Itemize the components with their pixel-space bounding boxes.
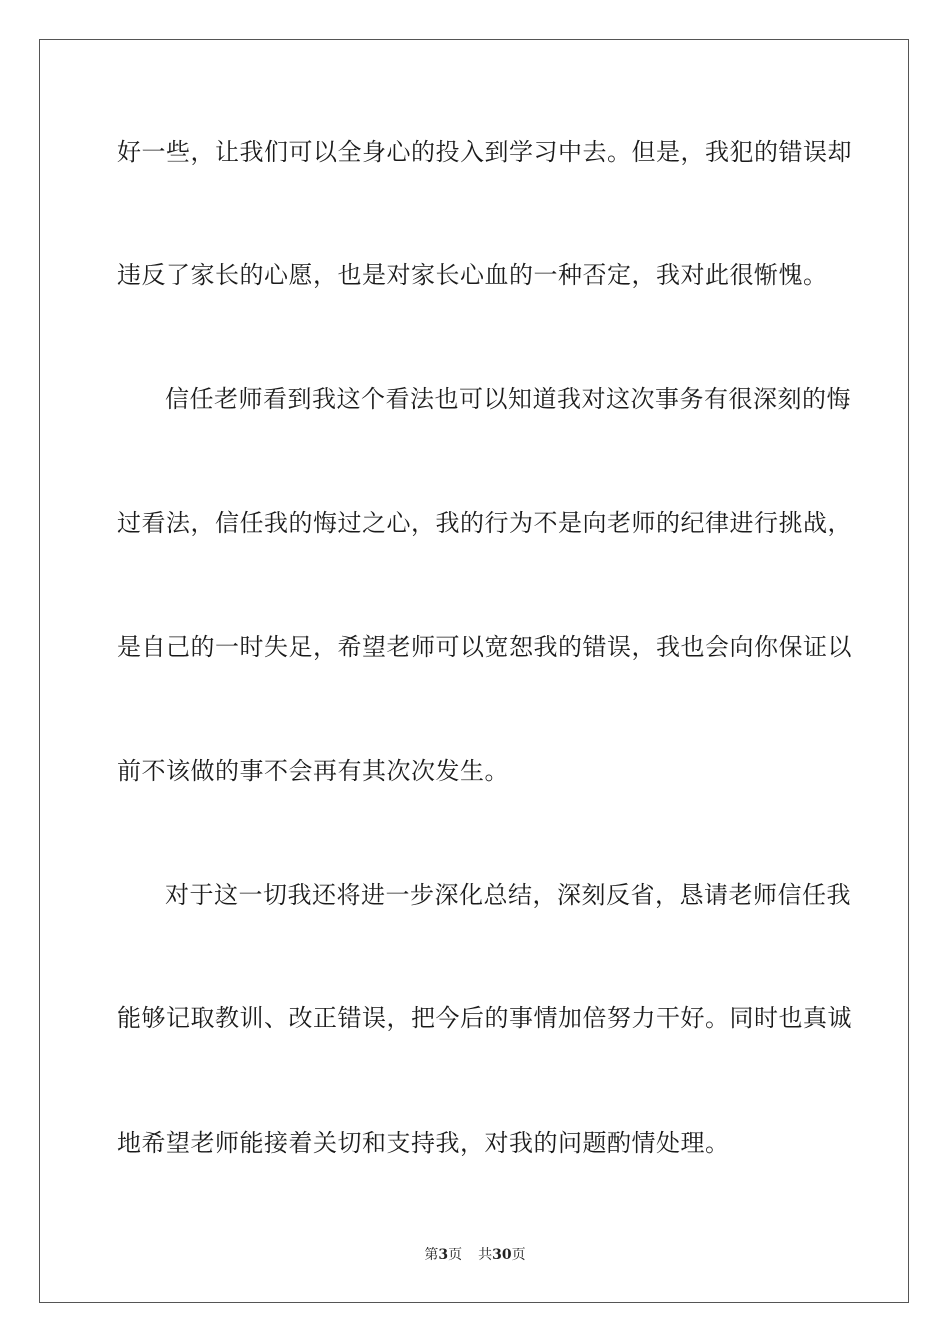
page-border (39, 39, 909, 1303)
body-text-line: 违反了家长的心愿，也是对家长心血的一种否定，我对此很惭愧。 (117, 261, 828, 289)
page-number: 3 (438, 1247, 449, 1263)
body-text-line: 地希望老师能接着关切和支持我，对我的问题酌情处理。 (117, 1129, 730, 1157)
page-prefix: 第 (424, 1247, 439, 1263)
body-text-line: 过看法，信任我的悔过之心，我的行为不是向老师的纪律进行挑战， (117, 509, 852, 537)
total-prefix: 共 (478, 1247, 493, 1263)
body-text-line: 能够记取教训、改正错误，把今后的事情加倍努力干好。同时也真诚 (117, 1004, 852, 1032)
total-pages: 30 (492, 1247, 512, 1263)
page-footer (0, 1246, 950, 1264)
page-suffix: 页 (448, 1247, 463, 1263)
body-text-line: 对于这一切我还将进一步深化总结，深刻反省，恳请老师信任我 (165, 881, 851, 909)
total-suffix: 页 (511, 1247, 526, 1263)
body-text-line: 信任老师看到我这个看法也可以知道我对这次事务有很深刻的悔 (165, 385, 851, 413)
body-text-line: 前不该做的事不会再有其次次发生。 (117, 757, 509, 785)
body-text-line: 好一些，让我们可以全身心的投入到学习中去。但是，我犯的错误却 (117, 138, 852, 166)
body-text-line: 是自己的一时失足，希望老师可以宽恕我的错误，我也会向你保证以 (117, 633, 852, 661)
